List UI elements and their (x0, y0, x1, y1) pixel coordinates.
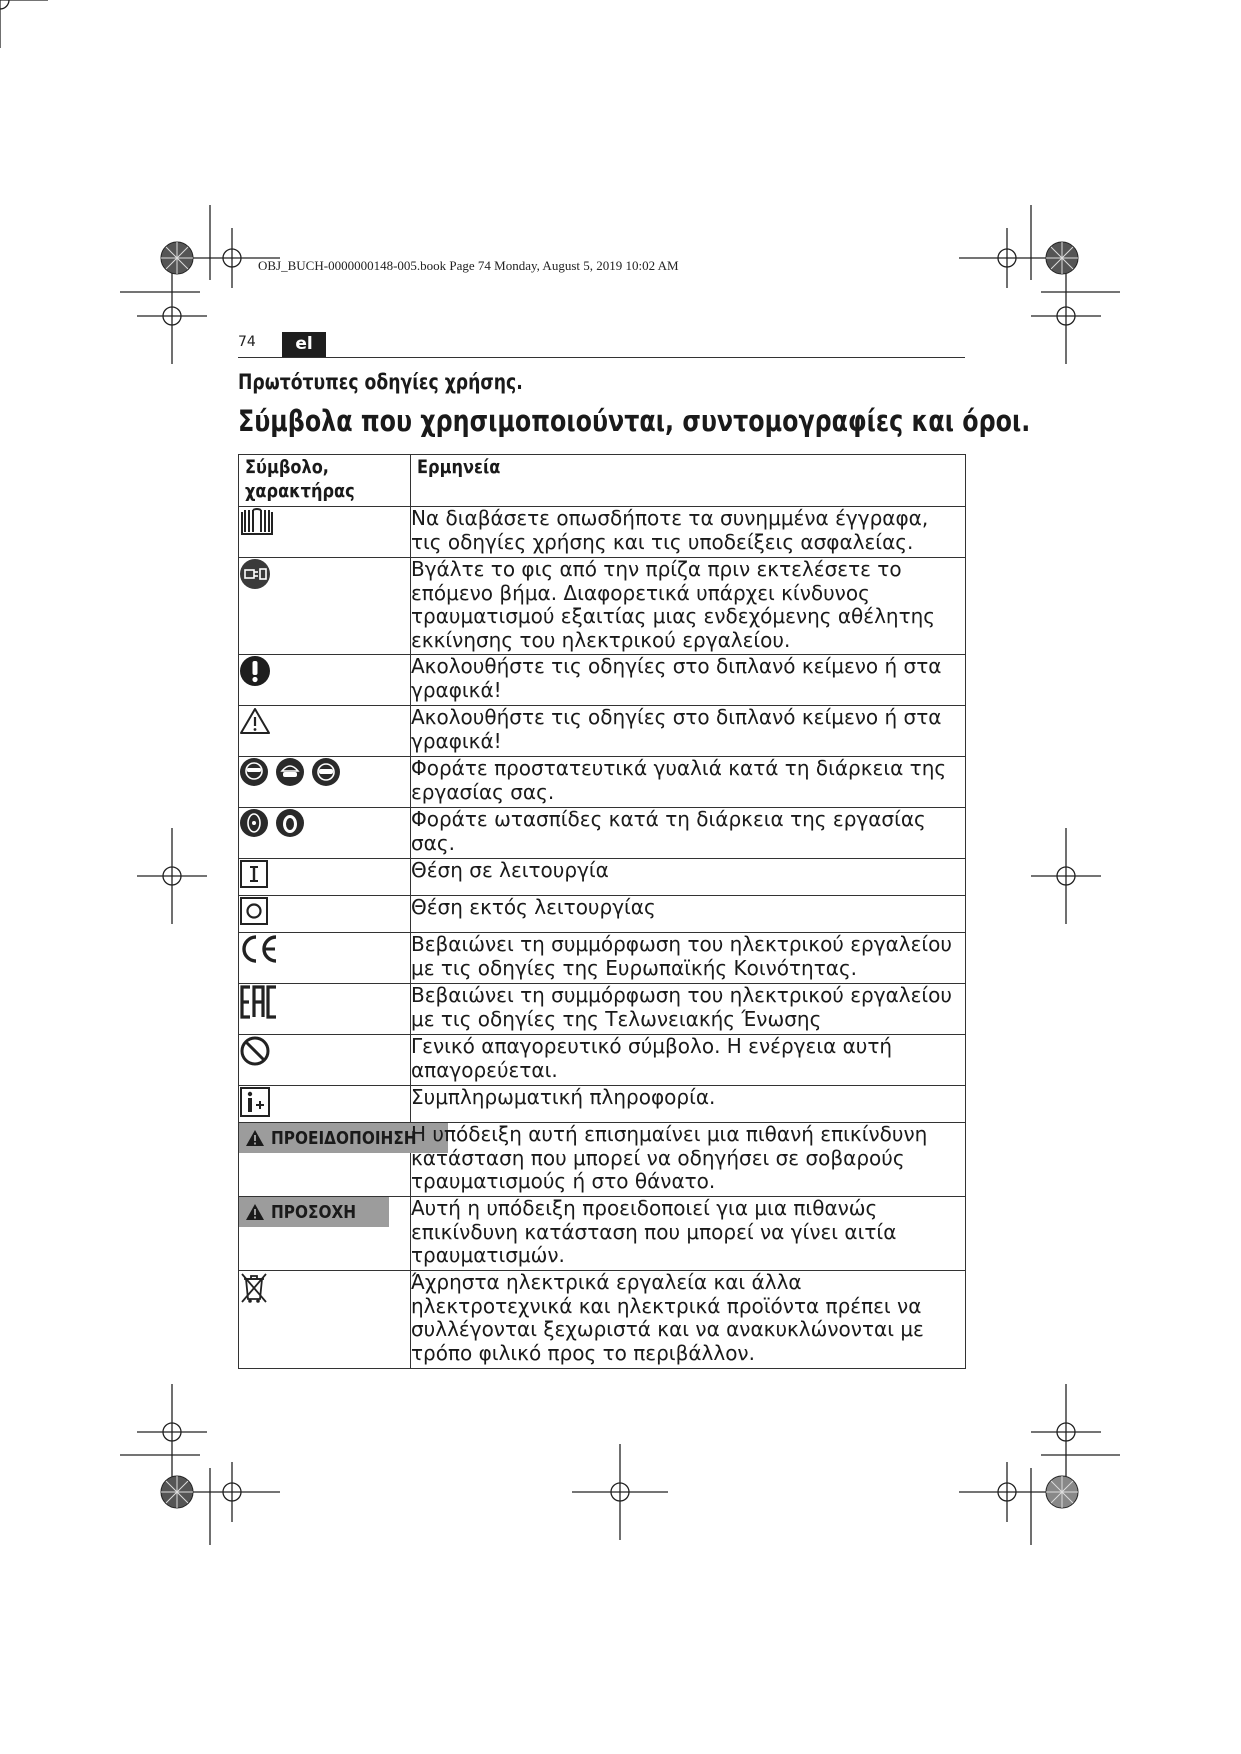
row-description: Ακολουθήστε τις οδηγίες στο διπλανό κείμενο ή στα γραφικά! (411, 654, 942, 702)
row-description: Να διαβάσετε οπωσδήποτε τα συνημμένα έγγραφα, τις οδηγίες χρήσης και τις υποδείξεις ασφαλείας. (411, 506, 929, 554)
table-row (239, 1086, 966, 1123)
face-shield-icon (239, 757, 269, 787)
table-row (239, 1271, 966, 1369)
prohibition-icon (239, 1035, 271, 1067)
table-row (239, 808, 966, 859)
page-number: 74 (238, 334, 256, 350)
table-row (239, 655, 966, 706)
ear-plug-icon (239, 808, 269, 838)
ear-muffs-icon (275, 808, 305, 838)
row-description: Θέση εκτός λειτουργίας (411, 895, 656, 919)
column-header-meaning: Ερμηνεία (411, 455, 966, 507)
file-header: OBJ_BUCH-0000000148-005.book Page 74 Monday, August 5, 2019 10:02 AM (258, 258, 679, 273)
unplug-mains-icon (239, 558, 271, 590)
column-header-symbol: Σύμβολο, χαρακτήρας (239, 455, 411, 507)
row-description: Βεβαιώνει τη συμμόρφωση του ηλεκτρικού εργαλείου με τις οδηγίες της Τελωνειακής Ένωσης (411, 983, 952, 1031)
table-row (239, 558, 966, 655)
eac-mark-icon (239, 984, 279, 1020)
table-row (239, 859, 966, 896)
table-row (239, 757, 966, 808)
table-header-row (239, 455, 966, 507)
row-description: Βγάλτε το φις από την πρίζα πριν εκτελέσετε το επόμενο βήμα. Διαφορετικά υπάρχει κίνδυνος τραυματισμού εξαιτίας μιας ενδεχόμενης αθέλητης εκκίνησης του ηλεκτρικού εργαλείου. (411, 557, 936, 652)
table-row (239, 1197, 966, 1271)
ce-mark-icon (239, 933, 281, 965)
header-rule (238, 357, 965, 358)
protective-goggles-icons (239, 757, 410, 787)
switch-off-icon (239, 896, 269, 926)
row-description: Γενικό απαγορευτικό σύμβολο. Η ενέργεια αυτή απαγορεύεται. (411, 1034, 893, 1082)
row-description: Βεβαιώνει τη συμμόρφωση του ηλεκτρικού εργαλείου με τις οδηγίες της Ευρωπαϊκής Κοινότητας. (411, 932, 952, 980)
warning-signal-label: ΠΡΟΕΙΔΟΠΟΙΗΣΗ (239, 1123, 448, 1153)
table-row (239, 507, 966, 558)
table-row (239, 1035, 966, 1086)
caution-signal-label: ΠΡΟΣΟΧΗ (239, 1197, 389, 1227)
row-description: Ακολουθήστε τις οδηγίες στο διπλανό κείμενο ή στα γραφικά! (411, 705, 942, 753)
row-description: Η υπόδειξη αυτή επισημαίνει μια πιθανή επικίνδυνη κατάσταση που μπορεί να οδηγήσει σε σοβαρούς τραυματισμούς ή στο θάνατο. (411, 1122, 928, 1193)
mandatory-exclamation-icon (239, 655, 271, 687)
table-row (239, 896, 966, 933)
row-description: Συμπληρωματική πληροφορία. (411, 1085, 716, 1109)
row-description: Φοράτε προστατευτικά γυαλιά κατά τη διάρκεια της εργασίας σας. (411, 756, 947, 804)
warning-triangle-icon (245, 1129, 265, 1147)
row-description: Θέση σε λειτουργία (411, 858, 609, 882)
table-row (239, 984, 966, 1035)
row-description: Άχρηστα ηλεκτρικά εργαλεία και άλλα ηλεκτροτεχνικά και ηλεκτρικά προϊόντα πρέπει να συλλέγονται ξεχωριστά και να ανακυκλώνονται με τρόπο φιλικό προς το περιβάλλον. (411, 1270, 924, 1365)
original-instructions-note: Πρωτότυπες οδηγίες χρήσης. (238, 370, 523, 394)
switch-on-icon (239, 859, 269, 889)
language-tab: el (282, 332, 326, 357)
manual-book-icon (239, 507, 275, 537)
ear-protection-icons (239, 808, 410, 838)
crossed-bin-icon (239, 1271, 269, 1305)
warning-triangle-icon (239, 706, 271, 736)
info-icon (239, 1086, 271, 1118)
safety-goggles-icon (311, 757, 341, 787)
section-title: Σύμβολα που χρησιμοποιούνται, συντομογραφίες και όροι. (238, 404, 1031, 438)
symbols-table (238, 454, 966, 1369)
row-description: Φοράτε ωτασπίδες κατά τη διάρκεια της εργασίας σας. (411, 807, 926, 855)
table-row (239, 1123, 966, 1197)
safety-helmet-goggles-icon (275, 757, 305, 787)
warning-triangle-icon (245, 1203, 265, 1221)
table-row (239, 933, 966, 984)
row-description: Αυτή η υπόδειξη προειδοποιεί για μια πιθανώς επικίνδυνη κατάσταση που μπορεί να γίνει αιτία τραυματισμών. (411, 1196, 897, 1267)
table-row (239, 706, 966, 757)
